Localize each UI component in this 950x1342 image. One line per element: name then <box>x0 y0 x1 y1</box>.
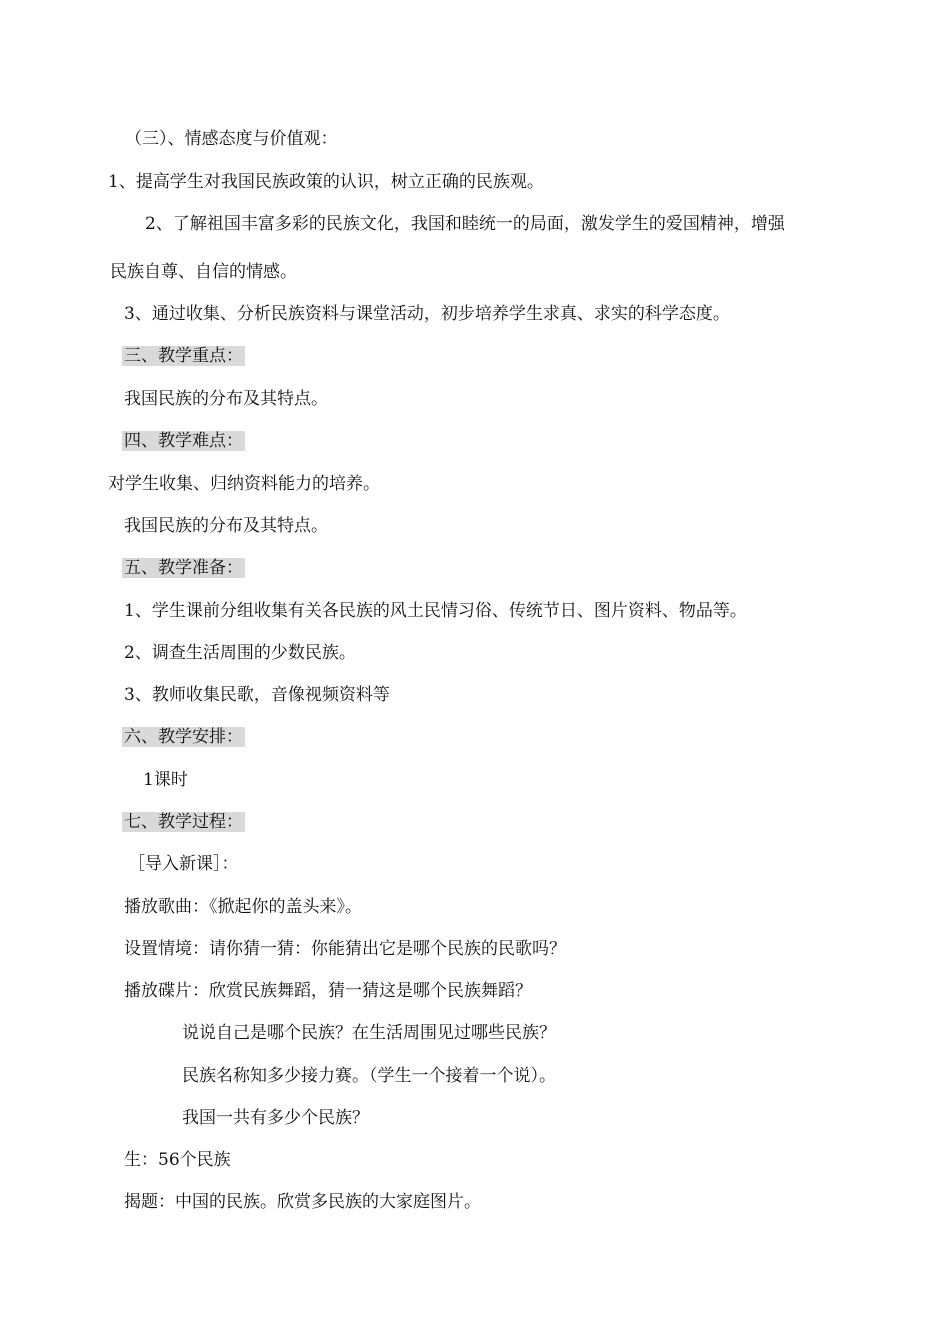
heading-schedule <box>122 725 245 749</box>
heading-difficulties-text: 四、教学难点： <box>124 431 243 451</box>
schedule-text: 1课时 <box>143 770 188 790</box>
prep-item-2: 2、调查生活周围的少数民族。 <box>124 643 356 663</box>
prep-item-1: 1、学生课前分组收集有关各民族的风土民情习俗、传统节日、图片资料、物品等。 <box>124 601 747 621</box>
goal-item-2-line-1: 2、了解祖国丰富多彩的民族文化，我国和睦统一的局面，激发学生的爱国精神，增强 <box>145 214 785 234</box>
heading-difficulties <box>122 429 245 453</box>
heading-key-points <box>122 344 245 368</box>
question-2: 民族名称知多少接力赛。（学生一个接着一个说）。 <box>182 1066 556 1086</box>
heading-process <box>122 810 245 834</box>
process-step-2: 设置情境：请你猜一猜：你能猜出它是哪个民族的民歌吗？ <box>124 939 566 959</box>
heading-process-text: 七、教学过程： <box>124 812 243 832</box>
intro-label: ［导入新课］： <box>128 854 239 874</box>
heading-key-points-text: 三、教学重点： <box>124 346 243 366</box>
prep-item-3: 3、教师收集民歌，音像视频资料等 <box>124 685 390 705</box>
student-answer: 生：56个民族 <box>124 1150 231 1170</box>
section-title-affective-goals: （三）、情感态度与价值观： <box>125 129 338 149</box>
goal-item-2-line-2: 民族自尊、自信的情感。 <box>110 262 297 282</box>
difficulty-item-2: 我国民族的分布及其特点。 <box>124 516 328 536</box>
topic-reveal: 揭题：中国的民族。欣赏多民族的大家庭图片。 <box>124 1192 481 1212</box>
goal-item-3: 3、通过收集、分析民族资料与课堂活动，初步培养学生求真、求实的科学态度。 <box>124 304 730 324</box>
heading-preparation-text: 五、教学准备： <box>124 558 243 578</box>
difficulty-item-1: 对学生收集、归纳资料能力的培养。 <box>108 474 380 494</box>
heading-preparation <box>122 556 245 580</box>
process-step-3: 播放碟片：欣赏民族舞蹈，猜一猜这是哪个民族舞蹈？ <box>124 981 532 1001</box>
key-point-text: 我国民族的分布及其特点。 <box>124 389 328 409</box>
heading-schedule-text: 六、教学安排： <box>124 727 243 747</box>
question-1: 说说自己是哪个民族？在生活周围见过哪些民族？ <box>182 1023 556 1043</box>
question-3: 我国一共有多少个民族？ <box>182 1108 369 1128</box>
process-step-1: 播放歌曲：《掀起你的盖头来》。 <box>124 897 362 917</box>
goal-item-1: 1、提高学生对我国民族政策的认识，树立正确的民族观。 <box>108 172 544 192</box>
